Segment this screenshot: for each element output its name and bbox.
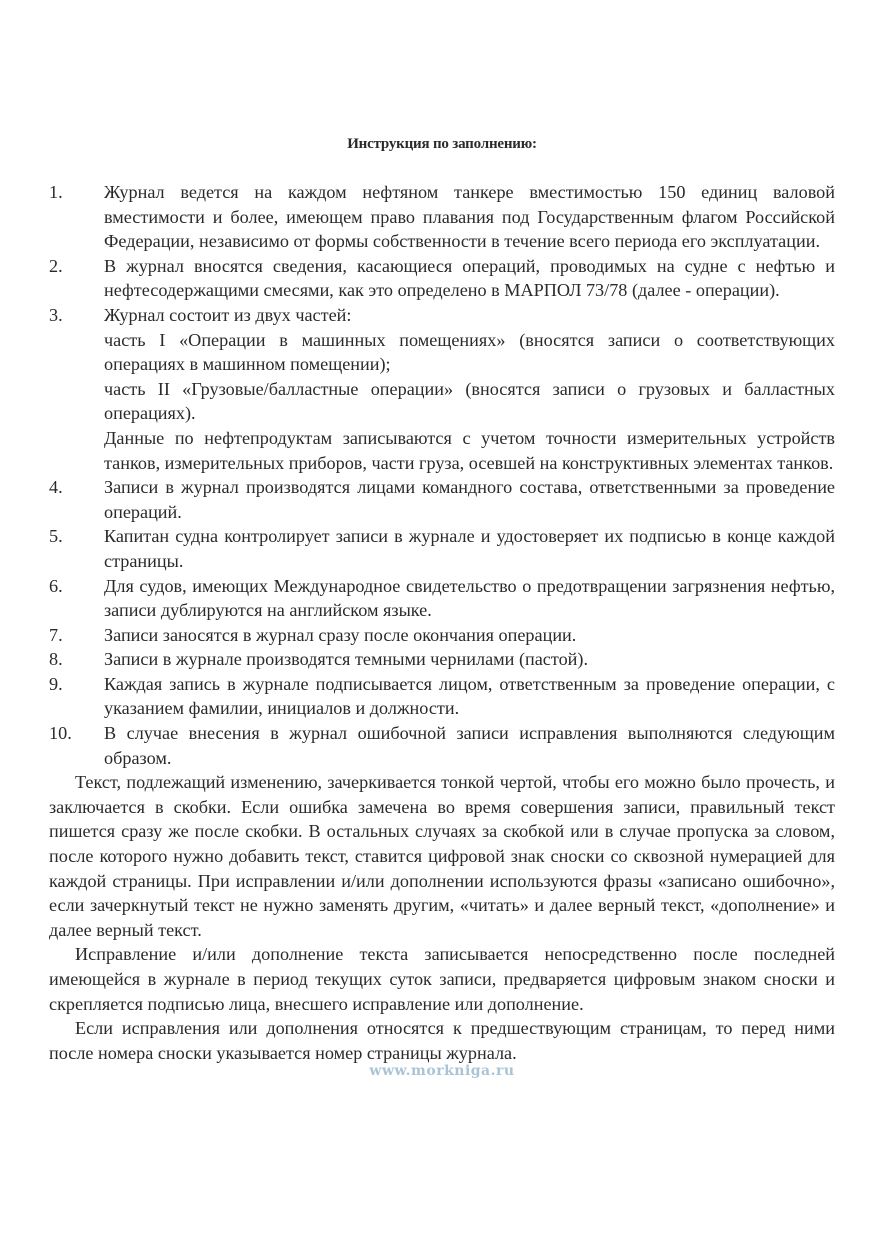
list-item bbox=[49, 475, 835, 524]
item-text: Для судов, имеющих Международное свидетельство о предотвращении загрязнения нефтью, записи дублируются на английском языке. bbox=[104, 575, 835, 621]
item-text: В журнал вносятся сведения, касающиеся операций, проводимых на судне с нефтью и нефтесодержащими смесями, как это определено в МАРПОЛ 73/78 (далее - операции). bbox=[104, 255, 835, 301]
item-number: 7. bbox=[49, 624, 63, 645]
item-text-note: Данные по нефтепродуктам записываются с учетом точности измерительных устройств танков, измерительных приборов, части груза, осевшей на конструктивных элементах танков. bbox=[104, 427, 835, 473]
watermark: www.morkniga.ru bbox=[369, 1063, 515, 1079]
item-number: 5. bbox=[49, 526, 63, 547]
item-text: Капитан судна контролирует записи в журнале и удостоверяет их подписью в конце каждой страницы. bbox=[104, 526, 835, 571]
list-item bbox=[49, 180, 835, 254]
item-number: 9. bbox=[49, 673, 63, 694]
item-text-part-2: часть II «Грузовые/балластные операции» (вносятся записи о грузовых и балластных операциях). bbox=[104, 378, 835, 424]
item-text: Записи в журнале производятся темными чернилами (пастой). bbox=[104, 649, 589, 670]
item-number: 1. bbox=[49, 182, 63, 202]
item-text: Записи заносятся в журнал сразу после окончания операции. bbox=[104, 624, 577, 645]
list-item bbox=[49, 254, 835, 303]
item-number: 4. bbox=[49, 477, 63, 498]
item-text: Журнал состоит из двух частей: bbox=[104, 304, 352, 325]
list-item bbox=[49, 647, 835, 672]
list-item bbox=[49, 672, 835, 721]
item-number: 10. bbox=[49, 723, 72, 744]
list-item bbox=[49, 524, 835, 573]
item-number: 8. bbox=[49, 649, 63, 670]
item-text-part-1: часть I «Операции в машинных помещениях» (вносятся записи о соответствующих операциях в машинном помещении); bbox=[104, 329, 835, 375]
item-number: 3. bbox=[49, 304, 63, 325]
list-item bbox=[49, 623, 835, 648]
item-number: 2. bbox=[49, 255, 63, 276]
closing-paragraph: Исправление и/или дополнение текста записывается непосредственно после последней имеющейся в журнале в период текущих суток записи, предваряется цифровым знаком сноски и скрепляется подписью лица, внесшего исправление или дополнение. bbox=[49, 944, 835, 1014]
closing-paragraph: Если исправления или дополнения относятся к предшествующим страницам, то перед ними после номера сноски указывается номер страницы журнала. bbox=[49, 1018, 835, 1063]
item-text: В случае внесения в журнал ошибочной записи исправления выполняются следующим образом. bbox=[104, 723, 835, 768]
item-text: Записи в журнал производятся лицами командного состава, ответственными за проведение операций. bbox=[104, 477, 835, 522]
closing-paragraph: Текст, подлежащий изменению, зачеркивается тонкой чертой, чтобы его можно было прочесть, и заключается в скобки. Если ошибка замечена во время совершения записи, правильный текст пишется сразу же после скобки. В остальных случаях за скобкой или в случае пропуска за словом, после которого нужно добавить текст, ставится цифровой знак сноски со сквозной нумерацией для каждой страницы. При исправлении и/или дополнении используются фразы «записано ошибочно», если зачеркнутый текст не нужно заменять другим, «читать» и далее верный текст, «дополнение» и далее верный текст. bbox=[49, 772, 835, 940]
item-text: Каждая запись в журнале подписывается лицом, ответственным за проведение операции, с указанием фамилии, инициалов и должности. bbox=[104, 673, 835, 719]
item-text: Журнал ведется на каждом нефтяном танкере вместимостью 150 единиц валовой вместимости и более, имеющем право плавания под Государственным флагом Российской Федерации, независимо от формы собственности в течение всего периода его эксплуатации. bbox=[104, 182, 835, 252]
page-title: Инструкция по заполнению: bbox=[347, 136, 537, 152]
item-number: 6. bbox=[49, 575, 63, 596]
list-item bbox=[49, 721, 835, 770]
list-item bbox=[49, 574, 835, 623]
instruction-list bbox=[49, 180, 835, 1065]
list-item bbox=[49, 303, 835, 475]
